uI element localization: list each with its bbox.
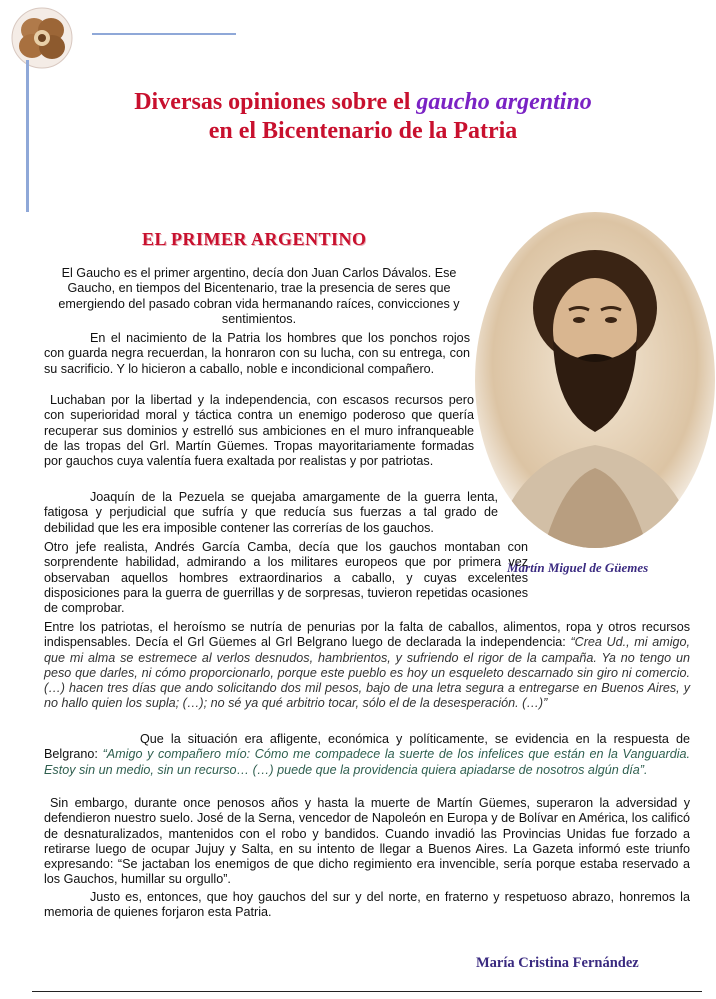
paragraph-8: Sin embargo, durante once penosos años y hasta la muerte de Martín Güemes, superaron la adversidad y defendieron nuestro suelo. José de la Serna, vencedor de Napoleón en Europa y de Bolívar en América, los calificó de desnaturalizados, mantenidos con el robo y bandidos. Cuando invadió las Provincias Unidas fue forzado a retirarse luego de ocupar Jujuy y Salta, en su intento de llegar a Buenos Aires. La Gazeta informó este triunfo expresando: “Se jactaban los enemigos de que dicho regimiento era invencible, sería porque estaba reservado a los Gauchos, humillar su orgullo”. (44, 796, 690, 887)
paragraph-6 (44, 620, 690, 712)
author-signature: María Cristina Fernández (476, 955, 639, 971)
section-title: EL PRIMER ARGENTINO (142, 229, 367, 249)
paragraph-1: El Gaucho es el primer argentino, decía don Juan Carlos Dávalos. Ese Gaucho, en tiempos del Bicentenario, trae la presencia de seres que emergiendo del pasado cobran vida hermanando raíces, convicciones y sentimientos. (58, 266, 460, 326)
paragraph-7 (44, 732, 690, 778)
title-line2: en el Bicentenario de la Patria (208, 118, 518, 144)
portrait-image (473, 210, 716, 550)
paragraph-2: En el nacimiento de la Patria los hombres que los ponchos rojos con guarda negra recuerdan, la honraron con su lucha, con su entrega, con su sacrificio. Y lo hicieron a caballo, noble e incondicional compañero. (44, 331, 470, 376)
side-rule (26, 60, 29, 212)
flower-logo-icon (10, 6, 74, 70)
belgrano-quote: “Amigo y compañero mío: Cómo me compadece la suerte de los infelices que están en la Vanguardia. Estoy sin un medio, sin un recurso… (…) puede que la providencia quiera apiadarse de nosotros algún día”. (44, 747, 691, 777)
header-rule (92, 33, 236, 35)
footer-rule (32, 991, 702, 992)
title-part1: Diversas opiniones sobre el (134, 89, 417, 115)
paragraph-9: Justo es, entonces, que hoy gauchos del sur y del norte, en fraterno y respetuoso abrazo, honremos la memoria de quienes forjaron esta Patria. (44, 890, 690, 920)
paragraph-4: Joaquín de la Pezuela se quejaba amargamente de la guerra lenta, fatigosa y perjudicial que sufría y que reducía sus fuerzas a tal grado de debilidad que les era imposible contener las correrías de los gauchos. (44, 490, 498, 535)
portrait-caption: Martín Miguel de Güemes (507, 560, 649, 575)
guemes-quote: “Crea Ud., mi amigo, que mi alma se estremece al verlos desnudos, hambrientos, y sufriendo el rigor de la campaña. Ya no tengo un peso que darles, ni cómo proporcionarlo, porque este pueblo es hoy un esqueleto descarnado sin giro ni comercio. (…) hacen tres días que ando solicitando dos mil pesos, bajo de una letra segura a entregarse en Buenos Aires, y no hallo quien los supla; (…); no sé ya qué arbitrio tocar, sólo el de la desesperación. (…)” (44, 635, 690, 711)
page-title (40, 88, 686, 146)
paragraph-3: Luchaban por la libertad y la independencia, con escasos recursos pero con superioridad moral y táctica contra un enemigo poderoso que quería recuperar sus dominios y estrelló sus ambiciones en el muro infranqueable de las tropas del Grl. Martín Güemes. Tropas mayoritariamente formadas por gauchos cuya valentía fuera exaltada por realistas y por patriotas. (44, 393, 474, 469)
paragraph-5: Otro jefe realista, Andrés García Camba, decía que los gauchos montaban con sorprendente habilidad, admirando a los militares europeos que por primera vez observaban aquellos hombres extraordinarios a caballo, y cuyas excelentes disposiciones para la guerra de guerrillas y de sorpresas, tuvieron repetidas ocasiones de comprobar. (44, 540, 528, 616)
title-highlight: gaucho argentino (416, 89, 592, 115)
paragraph-6-intro: Entre los patriotas, el heroísmo se nutría de penurias por la falta de caballos, alimentos, ropa y otros recursos indispensables. Decía el Grl Güemes al Grl Belgrano luego de declarada la independencia: (44, 620, 690, 650)
paragraph-7-intro: Que la situación era afligente, económica y políticamente, se evidencia en la respuesta de Belgrano: (44, 732, 690, 762)
